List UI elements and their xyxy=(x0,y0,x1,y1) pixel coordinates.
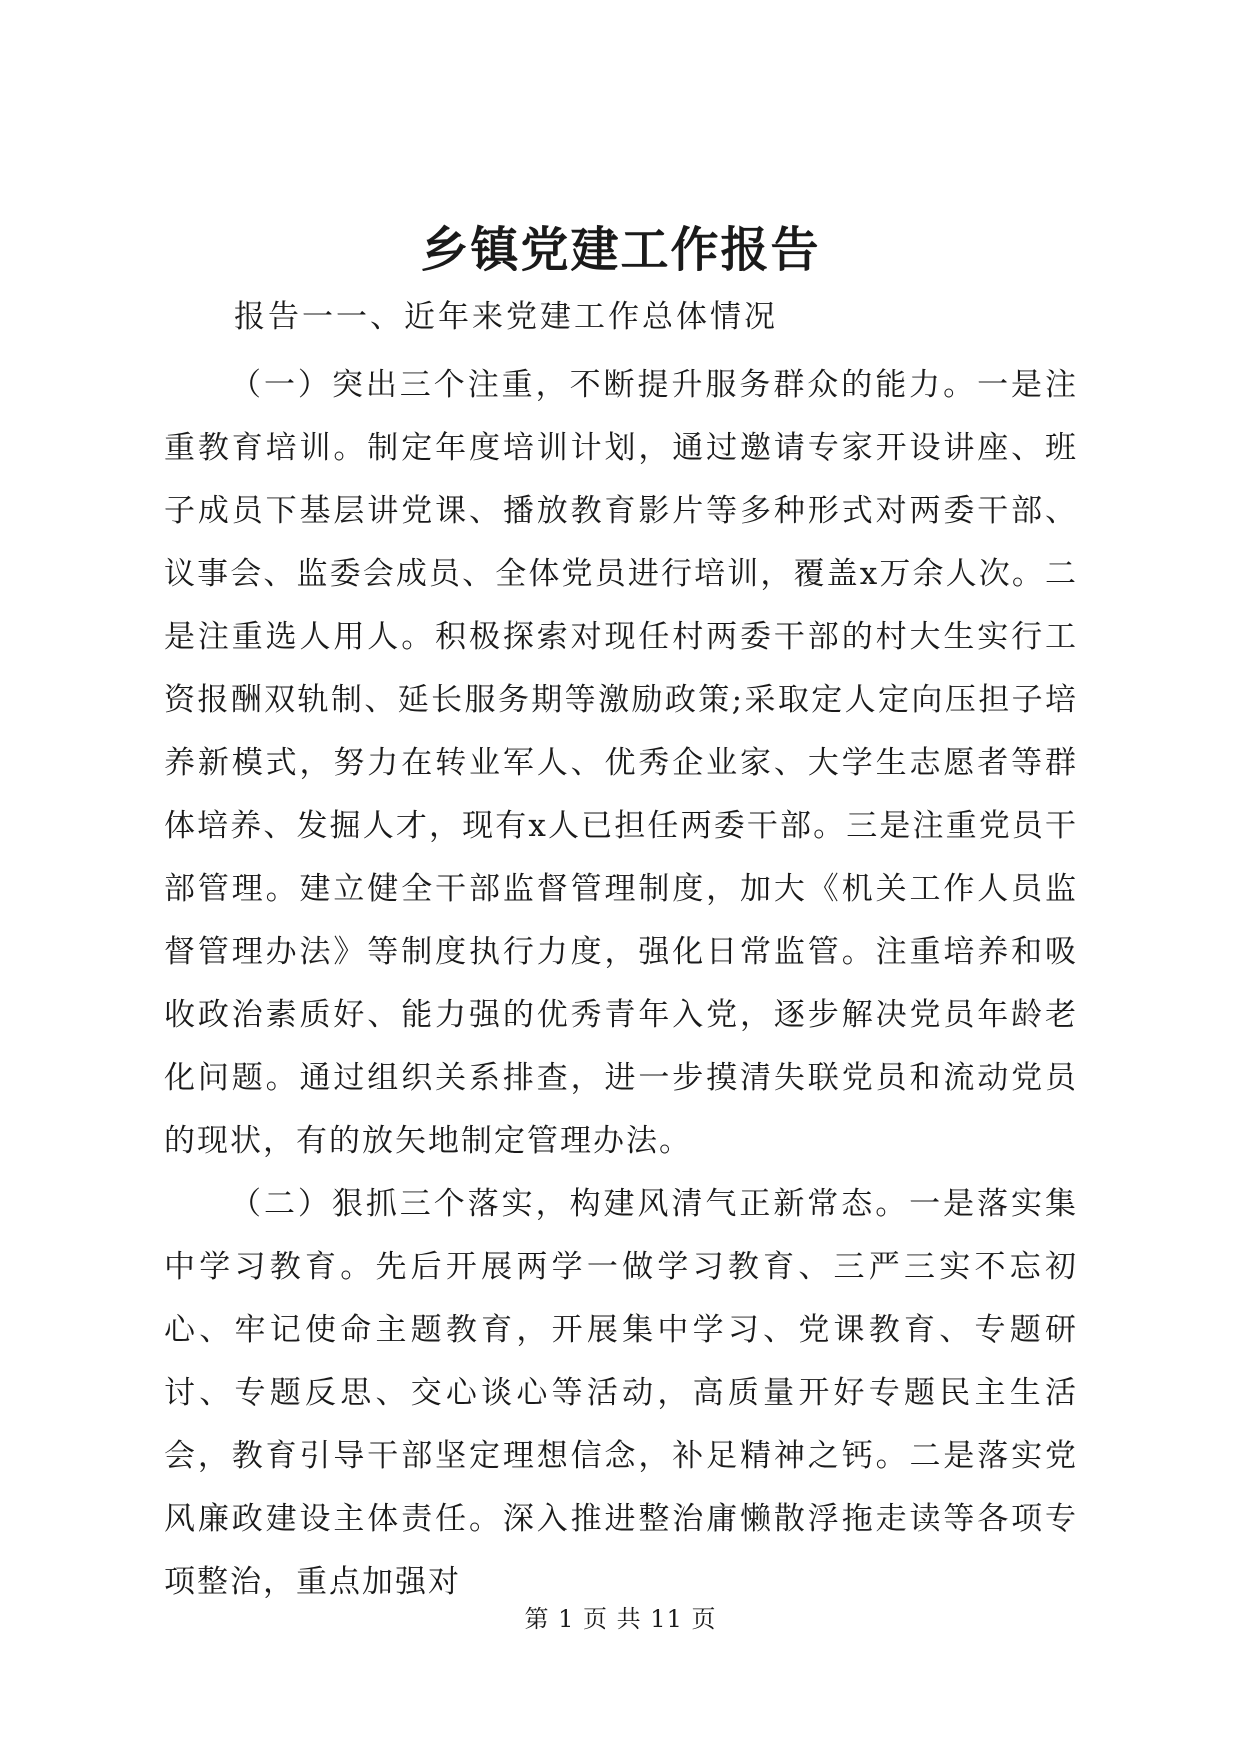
paragraph-2: （二）狠抓三个落实，构建风清气正新常态。一是落实集中学习教育。先后开展两学一做学习教育、三严三实不忘初心、牢记使命主题教育，开展集中学习、党课教育、专题研讨、专题反思、交心谈心等活动，高质量开好专题民主生活会，教育引导干部坚定理想信念，补足精神之钙。二是落实党风廉政建设主体责任。深入推进整治庸懒散浮拖走读等各项专项整治，重点加强对 xyxy=(164,1186,1078,1600)
report-subtitle: 报告一一、近年来党建工作总体情况 xyxy=(234,299,778,335)
document-body xyxy=(164,354,1078,1614)
document-title: 乡镇党建工作报告 xyxy=(420,222,821,278)
paragraph-1: （一）突出三个注重，不断提升服务群众的能力。一是注重教育培训。制定年度培训计划，通过邀请专家开设讲座、班子成员下基层讲党课、播放教育影片等多种形式对两委干部、议事会、监委会成员、全体党员进行培训，覆盖x万余人次。二是注重选人用人。积极探索对现任村两委干部的村大生实行工资报酬双轨制、延长服务期等激励政策;采取定人定向压担子培养新模式，努力在转业军人、优秀企业家、大学生志愿者等群体培养、发掘人才，现有x人已担任两委干部。三是注重党员干部管理。建立健全干部监督管理制度，加大《机关工作人员监督管理办法》等制度执行力度，强化日常监管。注重培养和吸收政治素质好、能力强的优秀青年入党，逐步解决党员年龄老化问题。通过组织关系排查，进一步摸清失联党员和流动党员的现状，有的放矢地制定管理办法。 xyxy=(164,367,1078,1159)
page-number-footer: 第 1 页 共 11 页 xyxy=(524,1605,717,1633)
